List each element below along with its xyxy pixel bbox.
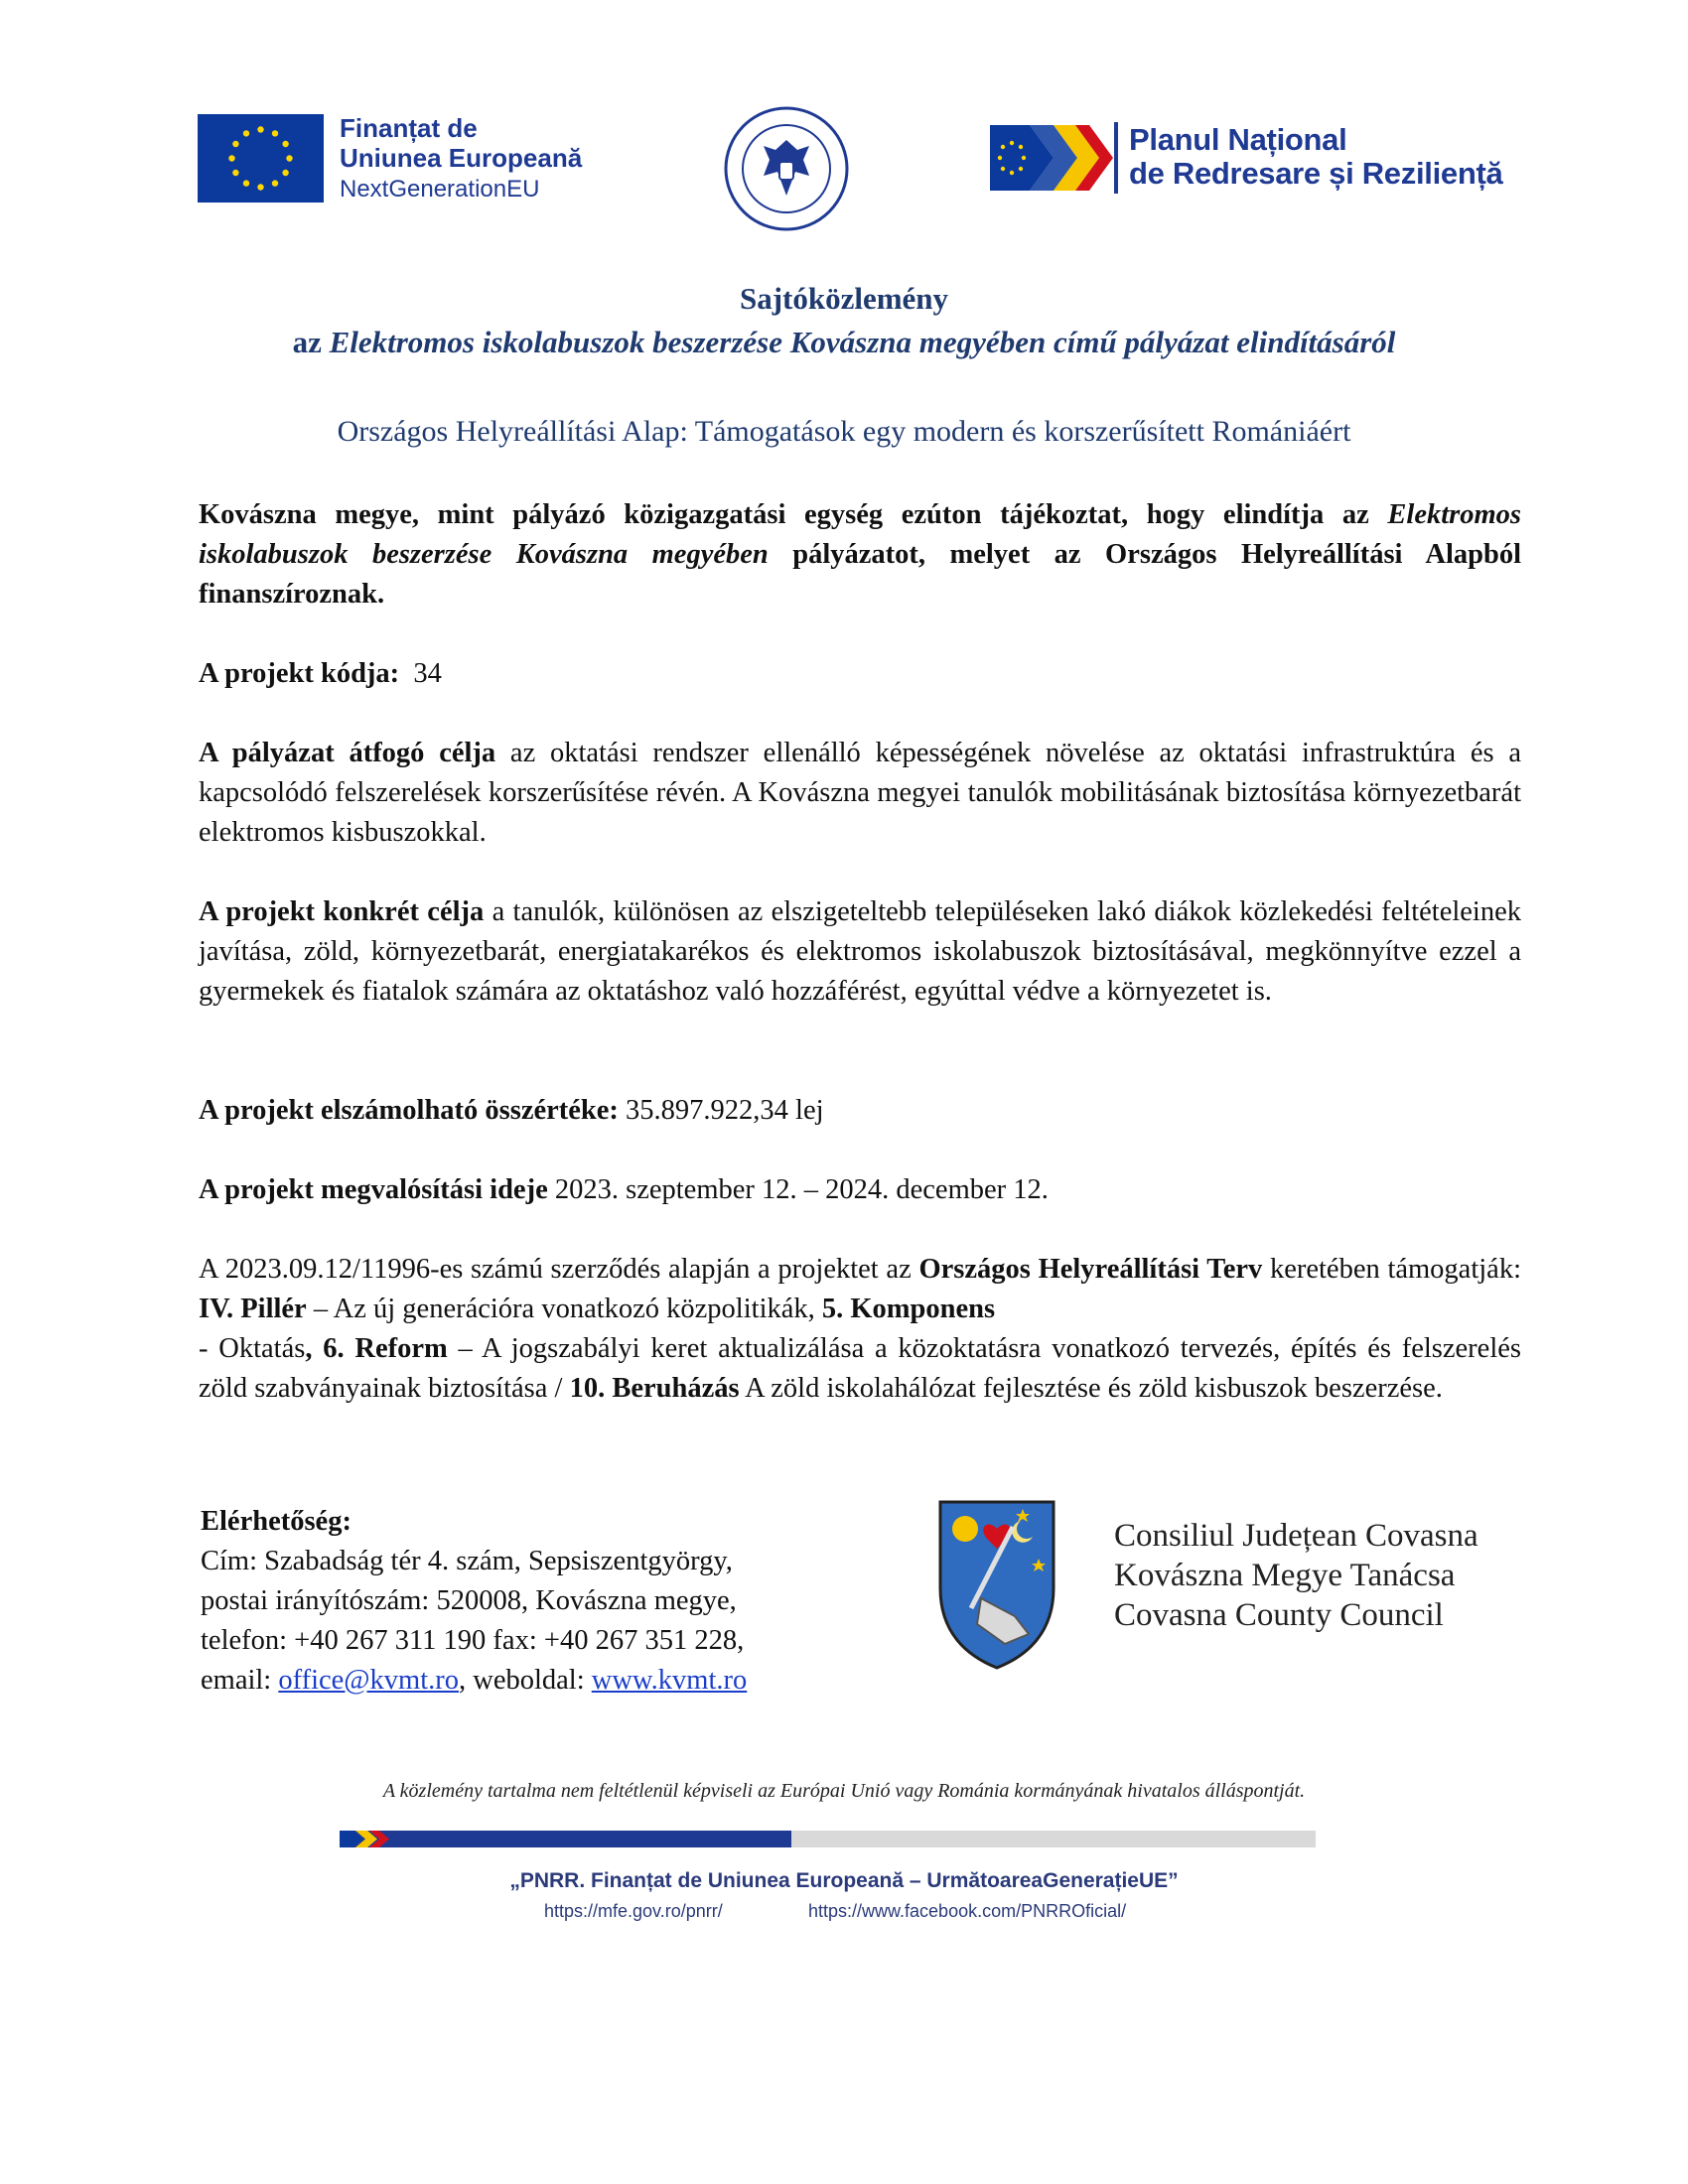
eu-star-icon xyxy=(243,130,249,136)
council-name-ro: Consiliul Județean Covasna xyxy=(1114,1518,1478,1554)
project-period-label: A projekt megvalósítási ideje xyxy=(199,1174,548,1205)
project-code xyxy=(199,654,1521,694)
eu-flag-icon xyxy=(198,114,324,203)
footer-bar-icon xyxy=(340,1831,1316,1847)
eu-star-icon xyxy=(257,126,263,132)
specific-goal-label: A projekt konkrét célja xyxy=(199,896,485,927)
contract-plan-name: Országos Helyreállítási Terv xyxy=(918,1254,1263,1285)
project-value xyxy=(199,1091,1521,1131)
eu-star-icon xyxy=(232,170,238,176)
pnrr-arrows-icon xyxy=(990,125,1113,191)
eu-star-icon xyxy=(282,141,288,147)
subtitle-prefix: az xyxy=(292,325,322,359)
covasna-coat-of-arms-icon xyxy=(937,1499,1056,1670)
general-goal-label: A pályázat átfogó célja xyxy=(199,738,496,768)
project-period xyxy=(199,1170,1521,1210)
council-name-hu: Kovászna Megye Tanácsa xyxy=(1114,1558,1456,1593)
contract-pillar: IV. Pillér xyxy=(199,1294,307,1324)
disclaimer: A közlemény tartalma nem feltétlenül képviseli az Európai Unió vagy Románia kormányának hivatalos álláspontját. xyxy=(382,1780,1306,1802)
eu-star-icon xyxy=(282,170,288,176)
footer-mfe-link[interactable]: https://mfe.gov.ro/pnrr/ xyxy=(544,1901,723,1921)
contact-address: Cím: Szabadság tér 4. szám, Sepsiszentgyörgy, xyxy=(201,1546,733,1576)
council-name-en: Covasna County Council xyxy=(1114,1597,1444,1633)
subtitle-project-name: Elektromos iskolabuszok beszerzése Kovászna megyében című pályázat elindításáról xyxy=(329,325,1396,359)
contract-text-3: – Az új generációra vonatkozó közpolitikák, xyxy=(313,1294,815,1324)
eu-star-icon xyxy=(272,130,278,136)
footer-facebook-link[interactable]: https://www.facebook.com/PNRROficial/ xyxy=(808,1901,1127,1921)
general-goal-paragraph xyxy=(199,734,1521,853)
project-value-amount: 35.897.922,34 lej xyxy=(626,1095,824,1126)
contract-reform: , 6. Reform xyxy=(305,1333,448,1364)
intro-text-2: pályázatot, melyet az Országos Helyreállítási Alapból finanszíroznak. xyxy=(199,539,1521,610)
project-code-value: 34 xyxy=(413,658,442,689)
intro-project-name: Elektromos iskolabuszok beszerzése Kovászna megyében xyxy=(199,499,1522,570)
contract-component: 5. Komponens xyxy=(821,1294,996,1324)
eu-star-icon xyxy=(272,180,278,186)
web-label: , weboldal: xyxy=(459,1665,585,1696)
contract-text-4: - Oktatás xyxy=(199,1333,306,1364)
project-period-text: 2023. szeptember 12. – 2024. december 12. xyxy=(554,1174,1049,1205)
footer-slogan: „PNRR. Finanțat de Uniunea Europeană – UrmătoareaGenerațieUE” xyxy=(509,1869,1179,1892)
pnrr-line-1: Planul Național xyxy=(1129,122,1347,157)
contact-heading: Elérhetőség: xyxy=(201,1506,352,1537)
website-link[interactable]: www.kvmt.ro xyxy=(591,1665,748,1696)
eu-star-icon xyxy=(257,184,263,190)
eu-star-icon xyxy=(243,180,249,186)
eu-star-icon xyxy=(286,155,292,161)
contact-online xyxy=(201,1661,915,1701)
contract-text-2: keretében támogatják: xyxy=(1269,1254,1521,1285)
fund-line: Országos Helyreállítási Alap: Támogatások egy modern és korszerűsített Romániáért xyxy=(337,415,1351,448)
eu-star-icon xyxy=(232,141,238,147)
general-goal-text: az oktatási rendszer ellenálló képességének növelése az oktatási infrastruktúra és a kapcsolódó felszerelések korszerűsítése révén. A Kovászna megyei tanulók mobilitásának biztosítása környezetbarát elektromos kisbuszokkal. xyxy=(199,738,1521,848)
contract-text-5: – A jogszabályi keret aktualizálása a közoktatásra vonatkozó tervezés, építés és felszerelés zöld szabványainak biztosítása / xyxy=(199,1333,1521,1404)
eu-funding-line-2: Uniunea Europeană xyxy=(340,143,583,173)
project-code-label: A projekt kódja: xyxy=(199,658,400,689)
contract-investment: 10. Beruházás xyxy=(569,1373,740,1404)
contact-postal: postai irányítószám: 520008, Kovászna megye, xyxy=(201,1585,737,1616)
page-title: Sajtóközlemény xyxy=(739,281,949,316)
eu-funding-line-1: Finanțat de xyxy=(340,113,478,143)
intro-paragraph xyxy=(199,495,1521,614)
contract-paragraph xyxy=(199,1250,1521,1409)
eu-funding-line-3: NextGenerationEU xyxy=(340,176,540,203)
specific-goal-text: a tanulók, különösen az elszigeteltebb településeken lakó diákok közlekedési feltételeinek javítása, zöld, környezetbarát, energiatakarékos és elektromos iskolabuszok biztosításával, megkönnyítve ezzel a gyermekek és fiatalok számára az oktatáshoz való hozzáférést, egyúttal védve a környezetet is. xyxy=(199,896,1521,1007)
contact-phone: telefon: +40 267 311 190 fax: +40 267 351 228, xyxy=(201,1625,745,1656)
project-value-label: A projekt elszámolható összértéke: xyxy=(199,1095,619,1126)
intro-text-1: Kovászna megye, mint pályázó közigazgatási egység ezúton tájékoztat, hogy elindítja az xyxy=(199,499,1369,530)
pnrr-line-2: de Redresare și Reziliență xyxy=(1129,156,1503,191)
contract-text-6: A zöld iskolahálózat fejlesztése és zöld kisbuszok beszerzése. xyxy=(745,1373,1443,1404)
romanian-government-seal-icon xyxy=(724,106,849,231)
pnrr-divider xyxy=(1114,122,1118,194)
email-link[interactable]: office@kvmt.ro xyxy=(278,1665,459,1696)
contract-text-1: A 2023.09.12/11996-es számú szerződés alapján a projektet az xyxy=(199,1254,912,1285)
contact-block xyxy=(201,1502,915,1701)
email-label: email: xyxy=(201,1665,272,1696)
page-subtitle xyxy=(0,325,1688,360)
eu-star-icon xyxy=(228,155,234,161)
specific-goal-paragraph xyxy=(199,892,1521,1012)
